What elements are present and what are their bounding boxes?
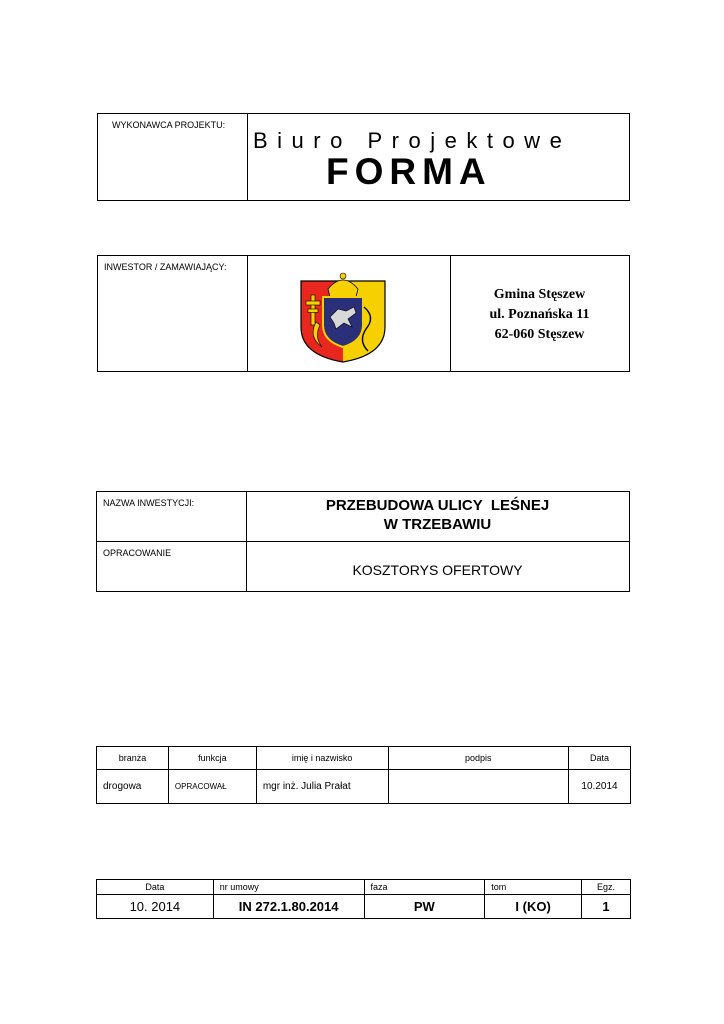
investment-title bbox=[246, 492, 629, 541]
header-cell: Data bbox=[569, 747, 631, 770]
header-cell: tom bbox=[485, 880, 582, 895]
investor-name: Gmina Stęszew bbox=[493, 287, 586, 302]
header-cell: Data bbox=[97, 880, 214, 895]
investment-title-line1: PRZEBUDOWA ULICY LEŚNEJ bbox=[325, 497, 550, 514]
investment-box bbox=[96, 491, 630, 592]
investor-street: ul. Poznańska 11 bbox=[489, 307, 590, 322]
investor-label: INWESTOR / ZAMAWIAJĄCY: bbox=[104, 262, 227, 272]
divider bbox=[247, 114, 248, 200]
investor-city: 62-060 Stęszew bbox=[494, 327, 585, 342]
table-cell: OPRACOWAŁ bbox=[168, 770, 256, 804]
table-cell: PW bbox=[364, 895, 485, 919]
header-cell: nr umowy bbox=[213, 880, 364, 895]
divider bbox=[97, 541, 629, 542]
coat-of-arms-icon bbox=[298, 267, 388, 363]
table-header-row bbox=[97, 747, 631, 770]
header-cell: branża bbox=[97, 747, 169, 770]
header-cell: faza bbox=[364, 880, 485, 895]
contractor-box bbox=[97, 113, 630, 201]
contractor-label: WYKONAWCA PROJEKTU: bbox=[112, 120, 226, 130]
document-info-table bbox=[96, 879, 631, 919]
table-cell: 10. 2014 bbox=[97, 895, 214, 919]
document-label: OPRACOWANIE bbox=[103, 548, 172, 558]
investor-box bbox=[97, 255, 630, 372]
header-cell: podpis bbox=[388, 747, 568, 770]
investor-address bbox=[450, 285, 629, 345]
divider bbox=[247, 256, 248, 371]
table-cell: 1 bbox=[582, 895, 631, 919]
header-cell: Egz. bbox=[582, 880, 631, 895]
table-row bbox=[97, 770, 631, 804]
table-cell: mgr inż. Julia Prałat bbox=[256, 770, 388, 804]
investment-title-line2: W TRZEBAWIU bbox=[383, 516, 492, 533]
header-cell: funkcja bbox=[168, 747, 256, 770]
table-row bbox=[97, 895, 631, 919]
table-cell: 10.2014 bbox=[569, 770, 631, 804]
investment-label: NAZWA INWESTYCJI: bbox=[103, 498, 195, 508]
table-cell: I (KO) bbox=[485, 895, 582, 919]
firm-name-line2: FORMA bbox=[326, 151, 492, 192]
signature-cell bbox=[388, 770, 568, 804]
authors-table bbox=[96, 746, 631, 804]
table-header-row bbox=[97, 880, 631, 895]
header-cell: imię i nazwisko bbox=[256, 747, 388, 770]
table-cell: drogowa bbox=[97, 770, 169, 804]
firm-name-line1: Biuro Projektowe bbox=[253, 128, 572, 153]
document-type: KOSZTORYS OFERTOWY bbox=[352, 562, 523, 578]
table-cell: IN 272.1.80.2014 bbox=[213, 895, 364, 919]
